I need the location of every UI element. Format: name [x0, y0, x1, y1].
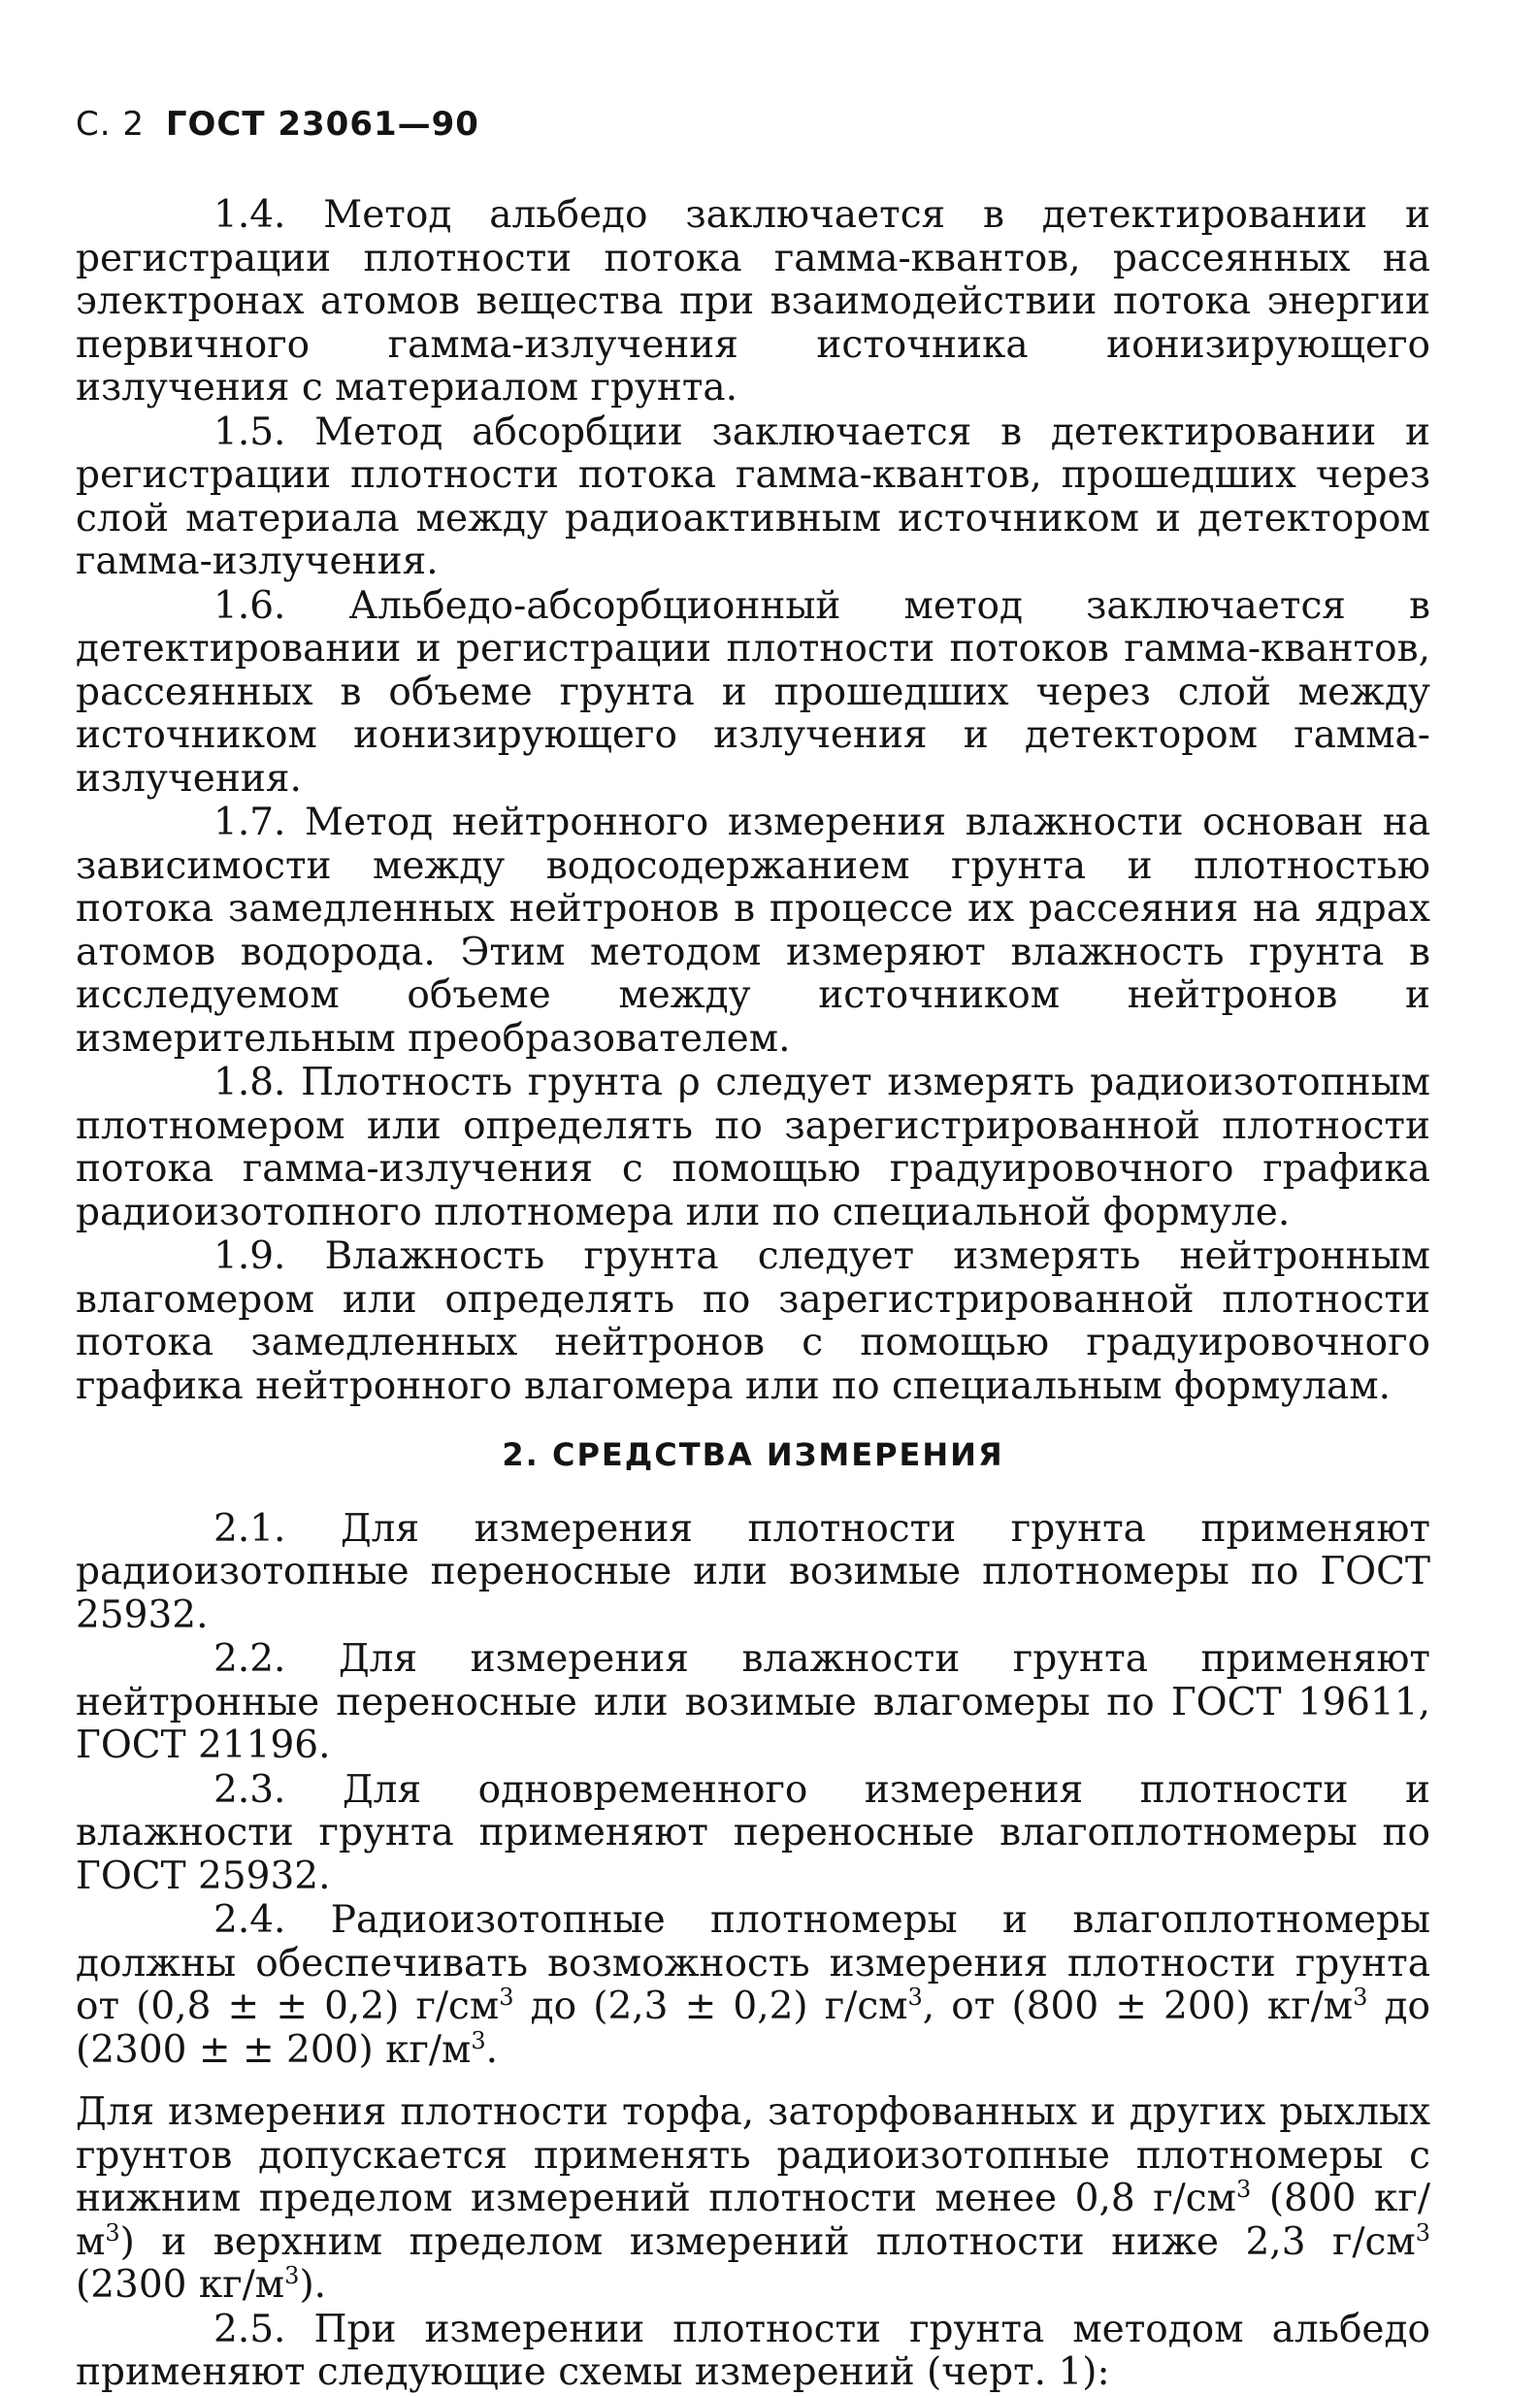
paragraph-2-4-note-text-c: ) и верхним пределом измерений плотности ниже 2,3 г/см — [119, 2219, 1416, 2264]
paragraph-1-6: 1.6. Альбедо-абсорбционный метод заключается в детектировании и регистрации плотности потоков гамма-квантов, рассеянных в объеме грунта и прошедших через слой между источником ионизирующего излучения и детектором гамма-излучения. — [76, 583, 1430, 801]
paragraph-2-4-text-b: до (2,3 ± 0,2) г/см — [513, 1985, 908, 2028]
paragraph-1-8: 1.8. Плотность грунта ρ следует измерять радиоизотопным плотномером или определять по зарегистрированной плотности потока гамма-излучения с помощью градуировочного графика радиоизотопного плотномера или по специальной формуле. — [76, 1061, 1430, 1234]
paragraph-2-4-text-e: . — [485, 2027, 499, 2072]
paragraph-2-4-note — [76, 2091, 1430, 2308]
standard-designation: ГОСТ 23061—90 — [165, 105, 479, 144]
superscript-cube: 3 — [284, 2262, 300, 2289]
superscript-cube: 3 — [1236, 2176, 1252, 2203]
paragraph-1-7: 1.7. Метод нейтронного измерения влажности основан на зависимости между водосодержанием грунта и плотностью потока замедленных нейтронов в процессе их рассеяния на ядрах атомов водорода. Этим методом измеряют влажность грунта в исследуемом объеме между источником нейтронов и измерительным преобразователем. — [76, 801, 1430, 1061]
paragraph-1-4: 1.4. Метод альбедо заключается в детектировании и регистрации плотности потока гамма-квантов, рассеянных на электронах атомов вещества при взаимодействии потока энергии первичного гамма-излучения источника ионизирующего излучения с материалом грунта. — [76, 193, 1430, 410]
superscript-cube: 3 — [1415, 2218, 1430, 2247]
paragraph-2-5: 2.5. При измерении плотности грунта методом альбедо применяют следующие схемы измерений (черт. 1): — [76, 2307, 1430, 2394]
paragraph-1-9: 1.9. Влажность грунта следует измерять нейтронным влагомером или определять по зарегистрированной плотности потока замедленных нейтронов с помощью градуировочного графика нейтронного влагомера или по специальным формулам. — [76, 1234, 1430, 1408]
paragraph-1-5: 1.5. Метод абсорбции заключается в детектировании и регистрации плотности потока гамма-квантов, прошедших через слой материала между радиоактивным источником и детектором гамма-излучения. — [76, 410, 1430, 583]
superscript-cube: 3 — [907, 1984, 923, 2011]
paragraph-2-4-note-text-b: (800 кг/м — [76, 2177, 1430, 2264]
page-number: С. 2 — [76, 105, 145, 144]
paragraph-2-3: 2.3. Для одновременного измерения плотности и влажности грунта применяют переносные влагоплотномеры по ГОСТ 25932. — [76, 1767, 1430, 1898]
paragraph-2-4-text-c: , от (800 ± 200) кг/м — [922, 1985, 1354, 2028]
superscript-cube: 3 — [499, 1984, 514, 2011]
paragraph-2-4 — [76, 1899, 1430, 2072]
section-title: 2. СРЕДСТВА ИЗМЕРЕНИЯ — [502, 1436, 1004, 1473]
paragraph-2-4-text-a: 2.4. Радиоизотопные плотномеры и влагоплотномеры должны обеспечивать возможность измерения плотности грунта от (0,8 ± ± 0,2) г/см — [76, 1898, 1430, 2028]
paragraph-2-4-note-text-a: Для измерения плотности торфа, заторфованных и других рыхлых грунтов допускается применять радиоизотопные плотномеры с нижним пределом измерений плотности менее 0,8 г/см — [76, 2090, 1430, 2220]
paragraph-2-2: 2.2. Для измерения влажности грунта применяют нейтронные переносные или возимые влагомеры по ГОСТ 19611, ГОСТ 21196. — [76, 1637, 1430, 1767]
superscript-cube: 3 — [105, 2218, 120, 2247]
paragraph-2-4-note-text-e: ). — [299, 2263, 327, 2307]
page-header — [76, 105, 479, 144]
document-body — [76, 194, 1430, 2396]
superscript-cube: 3 — [1353, 1984, 1368, 2011]
paragraph-2-4-text-d: до (2300 ± ± 200) кг/м — [76, 1985, 1431, 2072]
paragraph-2-4-note-text-d: (2300 кг/м — [76, 2263, 285, 2307]
paragraph-2-1: 2.1. Для измерения плотности грунта применяют радиоизотопные переносные или возимые плотномеры по ГОСТ 25932. — [76, 1506, 1430, 1637]
superscript-cube: 3 — [471, 2026, 486, 2054]
